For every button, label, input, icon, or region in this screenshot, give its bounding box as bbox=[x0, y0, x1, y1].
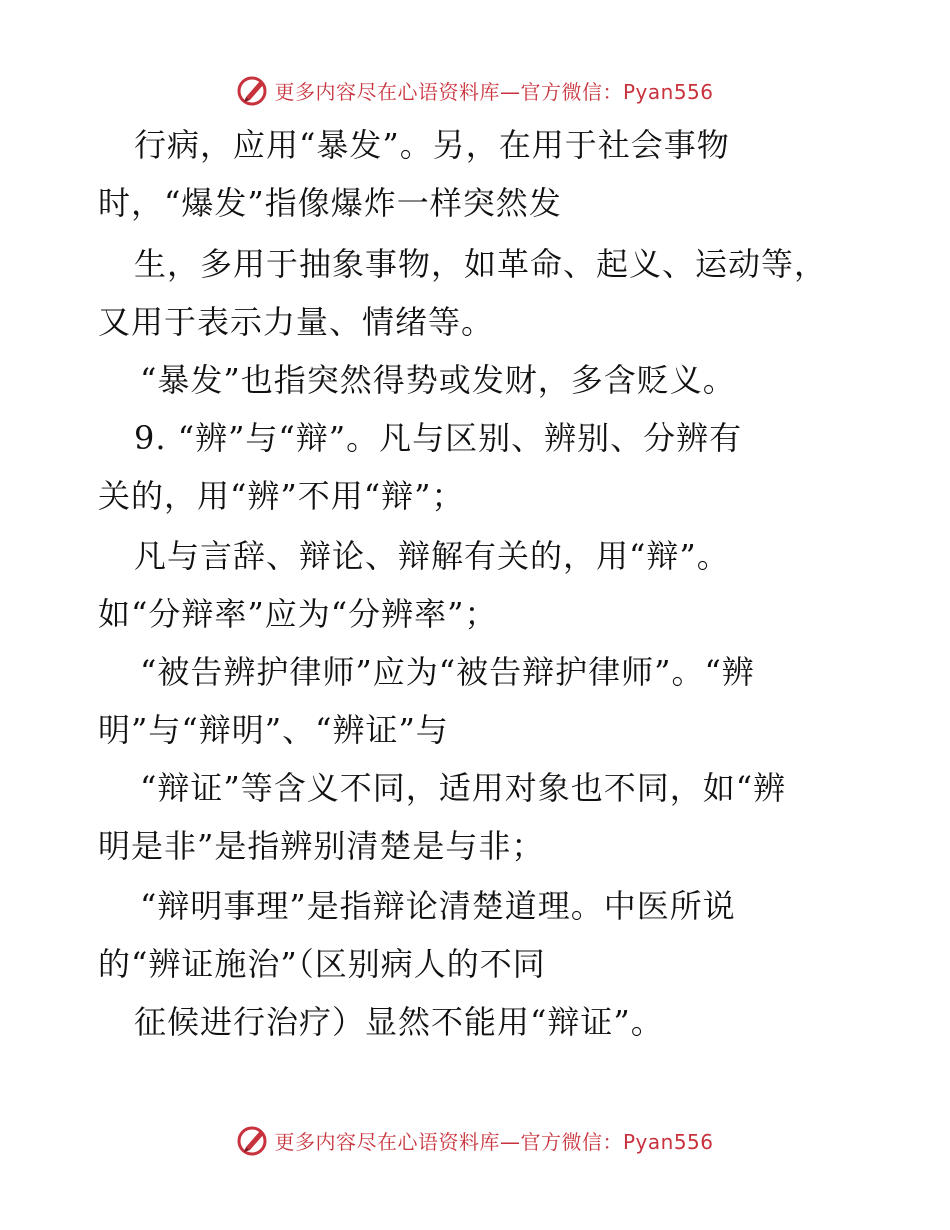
body-line: “辩明事理”是指辩论清楚道理。中医所说 bbox=[140, 887, 736, 925]
body-line: 如“分辩率”应为“分辨率”； bbox=[98, 595, 498, 633]
body-line: 行病，应用“暴发”。另，在用于社会事物 bbox=[134, 126, 730, 164]
footer-banner bbox=[0, 1120, 950, 1160]
body-line: 明”与“辩明”、“辨证”与 bbox=[98, 711, 449, 749]
body-line: “被告辨护律师”应为“被告辩护律师”。“辨 bbox=[140, 653, 755, 691]
body-line: 关的，用“辨”不用“辩”； bbox=[98, 477, 465, 515]
header-wechat-id: Pyan556 bbox=[622, 79, 714, 104]
footer-banner-text: 更多内容尽在心语资料库—官方微信：Pyan556 bbox=[274, 1129, 714, 1154]
pen-logo-icon bbox=[236, 1123, 270, 1157]
body-line: 征候进行治疗）显然不能用“辩证”。 bbox=[134, 1003, 664, 1041]
body-line: 凡与言辞、辩论、辩解有关的，用“辩”。 bbox=[134, 537, 730, 575]
footer-wechat-id: Pyan556 bbox=[622, 1129, 714, 1154]
body-line: 的“辨证施治”（区别病人的不同 bbox=[98, 945, 546, 983]
header-banner-text: 更多内容尽在心语资料库—官方微信：Pyan556 bbox=[274, 79, 714, 104]
body-line: “暴发”也指突然得势或发财，多含贬义。 bbox=[140, 361, 736, 399]
body-line: 9. “辨”与“辩”。凡与区别、辨别、分辨有 bbox=[134, 419, 743, 457]
body-line: 时，“爆发”指像爆炸一样突然发 bbox=[98, 184, 562, 222]
body-line: 明是非”是指辨别清楚是与非； bbox=[98, 827, 545, 865]
body-line: 又用于表示力量、情绪等。 bbox=[98, 303, 495, 341]
body-line: 生，多用于抽象事物，如革命、起义、运动等， bbox=[134, 245, 828, 283]
body-line: “辩证”等含义不同，适用对象也不同，如“辨 bbox=[140, 769, 787, 807]
